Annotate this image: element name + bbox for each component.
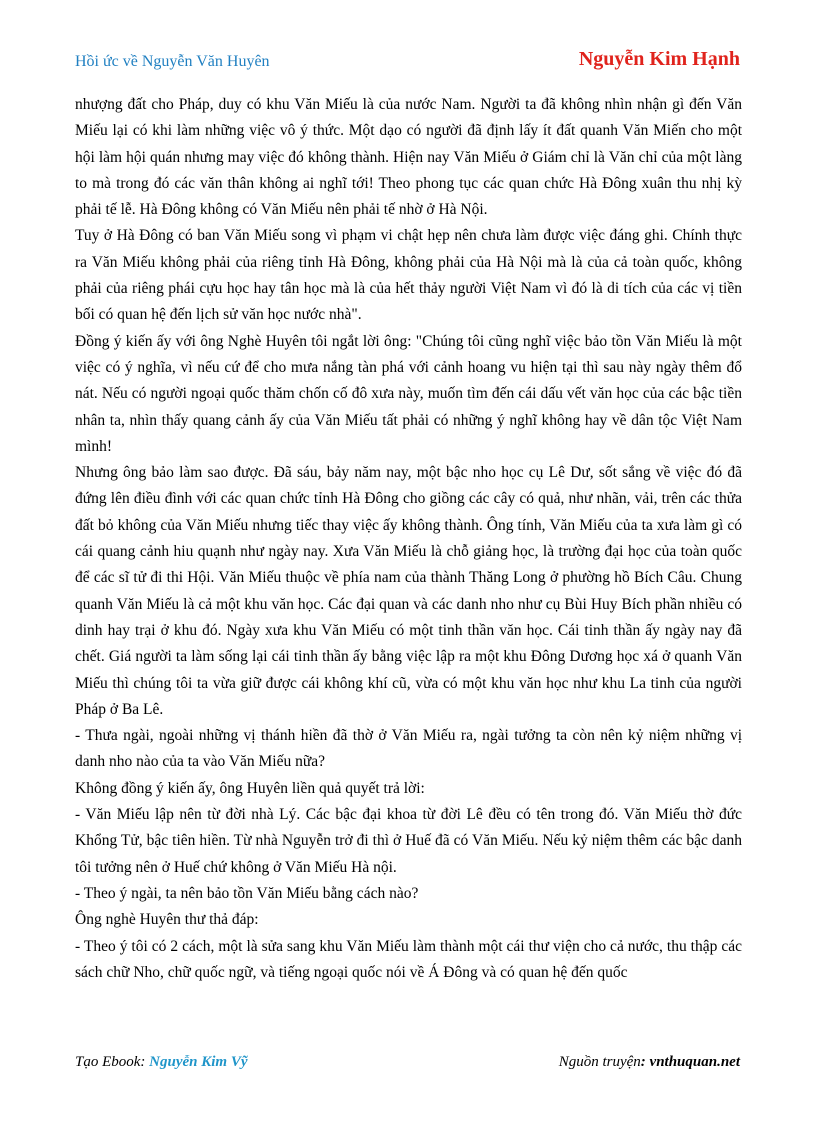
paragraph: Nhưng ông bảo làm sao được. Đã sáu, bảy năm nay, một bậc nho học cụ Lê Dư, sốt sắng về việc đó đã đứng lên điều đình với các quan chức tỉnh Hà Đông cho giồng các cây có quả, như nhãn, vải, trên các thửa đất bỏ không của Văn Miếu nhưng tiếc thay việc ấy không thành. Ông tính, Văn Miếu của ta xưa làm gì có cái quang cảnh hiu quạnh như ngày nay. Xưa Văn Miếu là chỗ giảng học, là trường đại học của toàn quốc để các sĩ tử đi thi Hội. Văn Miếu thuộc về phía nam của thành Thăng Long ở phường hồ Bích Câu. Chung quanh Văn Miếu là cả một khu văn học. Các đại quan và các danh nho như cụ Bùi Huy Bích phần nhiều có dinh hay trại ở khu đó. Ngày xưa khu Văn Miếu có một tinh thần văn học. Cái tinh thần ấy ngày nay đã chết. Giá người ta làm sống lại cái tinh thần ấy bằng việc lập ra một khu Đông Dương học xá ở quanh Văn Miếu thì chúng tôi ta vừa giữ được cái không khí cũ, vừa có một khu văn học như khu La tinh của người Pháp ở Ba Lê. bbox=[75, 464, 742, 718]
paragraph: - Theo ý tôi có 2 cách, một là sửa sang khu Văn Miếu làm thành một cái thư viện cho cả nước, thu thập các sách chữ Nho, chữ quốc ngữ, và tiếng ngoại quốc nói về Á Đông và có quan hệ đến quốc bbox=[75, 937, 742, 981]
source-site-link[interactable]: vnthuquan.net bbox=[649, 1054, 740, 1070]
paragraph: Tuy ở Hà Đông có ban Văn Miếu song vì phạm vi chật hẹp nên chưa làm được việc đáng ghi. Chính thực ra Văn Miếu không phải của riêng tỉnh Hà Đông, không phải của Hà Nội mà là của cả toàn quốc, không phải của riêng phái cựu học hay tân học mà là của hết thảy người Việt Nam vì đó là di tích của các vị tiền bối có quan hệ đến lịch sử văn học nước nhà". bbox=[75, 227, 742, 324]
paragraph: - Văn Miếu lập nên từ đời nhà Lý. Các bậc đại khoa từ đời Lê đều có tên trong đó. Văn Miếu thờ đức Khổng Tử, bậc tiên hiền. Từ nhà Nguyễn trở đi thì ở Huế đã có Văn Miếu. Nếu kỷ niệm thêm các bậc danh tôi tưởng nên ở Huế chứ không ở Văn Miếu Hà nội. bbox=[75, 806, 742, 876]
author-name: Nguyễn Kim Hạnh bbox=[578, 48, 740, 70]
paragraph: Ông nghè Huyên thư thả đáp: bbox=[75, 911, 259, 929]
paragraph: Không đồng ý kiến ấy, ông Huyên liền quả quyết trả lời: bbox=[75, 779, 425, 797]
page-header bbox=[75, 48, 740, 76]
source-separator: : bbox=[640, 1054, 650, 1070]
ebook-label: Tạo Ebook bbox=[75, 1054, 141, 1070]
paragraph: - Theo ý ngài, ta nên bảo tồn Văn Miếu bằng cách nào? bbox=[75, 884, 419, 902]
ebook-separator: : bbox=[140, 1054, 150, 1070]
body-text bbox=[75, 92, 742, 986]
source-label: Nguồn truyện bbox=[558, 1054, 641, 1070]
source-credit bbox=[559, 1054, 740, 1071]
paragraph: Đồng ý kiến ấy với ông Nghè Huyên tôi ngắt lời ông: "Chúng tôi cũng nghĩ việc bảo tồn Văn Miếu là một việc có ý nghĩa, vì nếu cứ để cho mưa nắng tàn phá với cảnh hoang vu hiện tại thì sau này ngày thêm đổ nát. Nếu có người ngoại quốc thăm chốn cố đô xưa này, muốn tìm đến cái dấu vết văn học của các bậc tiền nhân ta, nhìn thấy quang cảnh ấy của Văn Miếu tất phải có những ý nghĩ không hay về dân tộc Việt Nam mình! bbox=[75, 332, 742, 455]
paragraph: nhượng đất cho Pháp, duy có khu Văn Miếu là của nước Nam. Người ta đã không nhìn nhận gì đến Văn Miếu lại có khi làm những việc vô ý thức. Một dạo có người đã định lấy ít đất quanh Văn Miến cho một hội làm hội quán nhưng may việc đó không thành. Hiện nay Văn Miếu ở Giám chỉ là Văn chỉ của một làng to mà trong đó các văn thân không ai nghĩ tới! Theo phong tục các quan chức Hà Đông xuân thu nhị kỳ phải tế lễ. Hà Đông không có Văn Miếu nên phải tế nhờ ở Hà Nội. bbox=[75, 96, 742, 219]
paragraph: - Thưa ngài, ngoài những vị thánh hiền đã thờ ở Văn Miếu ra, ngài tưởng ta còn nên kỷ niệm những vị danh nho nào của ta vào Văn Miếu nữa? bbox=[75, 727, 742, 771]
ebook-credit bbox=[75, 1054, 248, 1071]
ebook-creator-name: Nguyễn Kim Vỹ bbox=[149, 1054, 248, 1070]
page-footer bbox=[75, 1054, 740, 1078]
book-title: Hồi ức về Nguyễn Văn Huyên bbox=[75, 53, 270, 70]
